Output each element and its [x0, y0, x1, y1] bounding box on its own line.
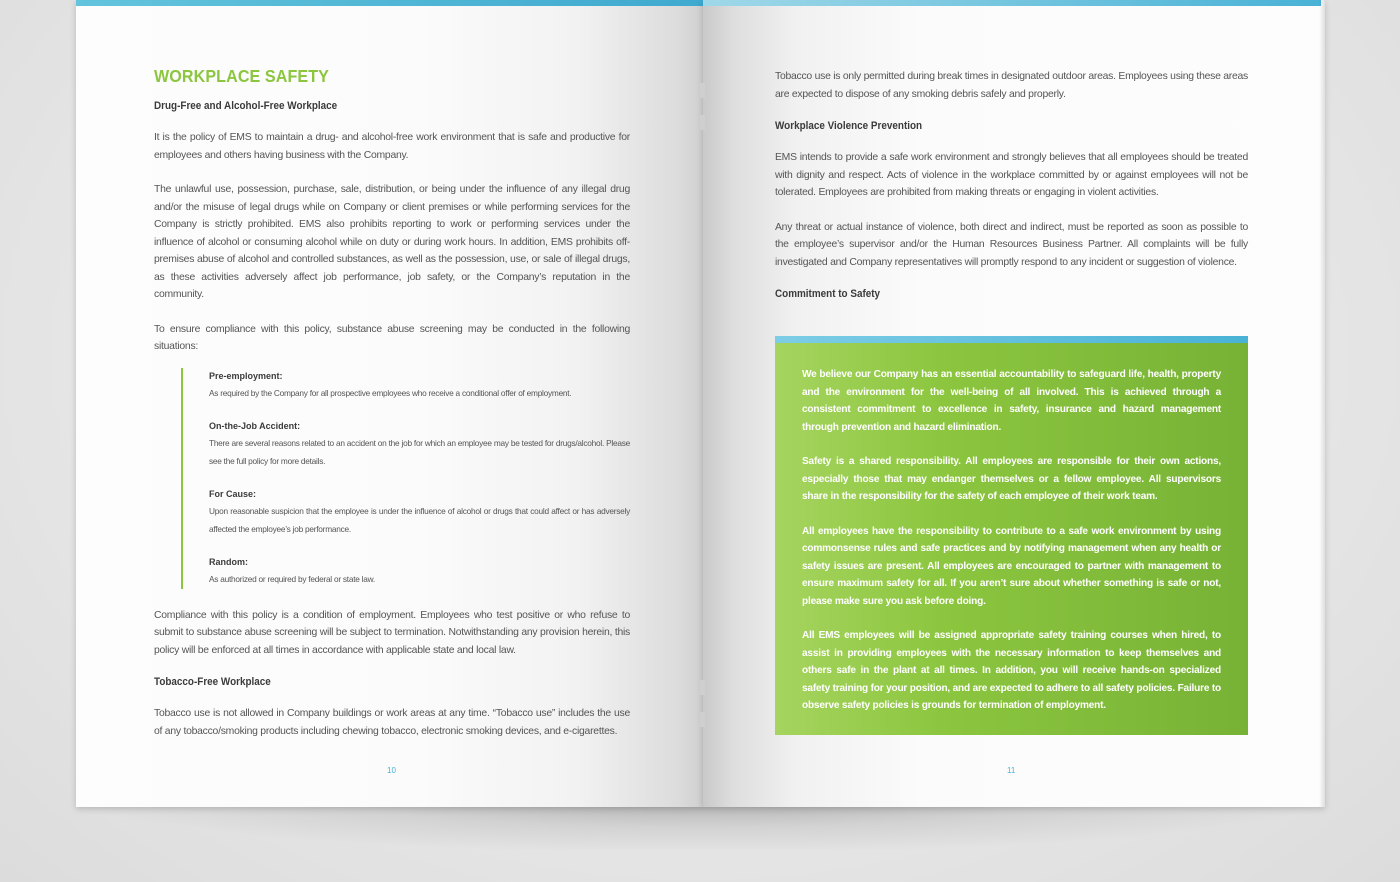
list-item	[209, 418, 630, 470]
screening-list	[181, 368, 630, 589]
paragraph-prohibitions: The unlawful use, possession, purchase, sale, distribution, or being under the influence of any illegal drug and/or the misuse of legal drugs while on Company or client premises or while performing services for the Company is strictly prohibited. EMS also prohibits reporting to work or performing services under the influence of alcohol or consuming alcohol while on duty or during work hours. In addition, EMS prohibits off-premises abuse of alcohol and controlled substances, as well as the possession, use, or sale of illegal drugs, as these activities adversely affect job performance, job safety, or the Company’s reputation in the community.	[154, 184, 630, 300]
page-number: 10	[387, 766, 396, 775]
binding-mark	[700, 712, 705, 727]
list-item-desc: Upon reasonable suspicion that the employee is under the influence of alcohol or drugs that could affect or has adversely affected the employee’s job performance.	[209, 506, 630, 534]
paragraph-screening-intro: To ensure compliance with this policy, substance abuse screening may be conducted in the following situations:	[154, 323, 630, 352]
commitment-paragraph: All employees have the responsibility to contribute to a safe work environment by using commonsense rules and safe practices and by notifying management when any health or safety issues are present. All employees are encouraged to partner with management to ensure maximum safety for all. If you aren’t sure about whether something is safe or not, please make sure you ask before doing.	[802, 525, 1221, 607]
paragraph-tobacco-permitted: Tobacco use is only permitted during break times in designated outdoor areas. Employees using these areas are expected to dispose of any smoking debris safely and properly.	[775, 71, 1248, 100]
list-item-desc: There are several reasons related to an accident on the job for which an employee may be tested for drugs/alcohol. Please see the full policy for more details.	[209, 438, 630, 466]
commitment-paragraph: Safety is a shared responsibility. All employees are responsible for their own actions, especially those that may endanger themselves or a fellow employee. All supervisors share in the responsibility for the safety of each employee of their work team.	[802, 456, 1221, 502]
paragraph-violence-reporting: Any threat or actual instance of violence, both direct and indirect, must be reported as soon as possible to the employee’s supervisor and/or the Human Resources Business Partner. All complaints will be fully investigated and Company representatives will promptly respond to any incident or suggestion of violence.	[775, 221, 1248, 268]
commitment-callout-box	[775, 336, 1248, 735]
paragraph-violence-policy: EMS intends to provide a safe work environment and strongly believes that all employees should be treated with dignity and respect. Acts of violence in the workplace committed by or against employees will not be tolerated. Employees are prohibited from making threats or engaging in violent activities.	[775, 152, 1248, 198]
commitment-paragraph: All EMS employees will be assigned appropriate safety training courses when hired, to assist in providing employees with the necessary information to keep themselves and others safe in the plant at all times. In addition, you will receive hands-on specialized safety training for your position, and are expected to adhere to all safety policies. Failure to observe safety policies is grounds for termination of employment.	[802, 630, 1221, 711]
list-item-desc: As authorized or required by federal or state law.	[209, 574, 375, 584]
list-item-title: On-the-Job Accident:	[209, 421, 301, 431]
paragraph-compliance: Compliance with this policy is a condition of employment. Employees who test positive or who refuse to submit to substance abuse screening will be subject to termination. Notwithstanding any provision herein, this policy will be enforced at all times in accordance with applicable state and local law.	[154, 609, 630, 656]
section-heading-violence: Workplace Violence Prevention	[775, 120, 923, 132]
binding-mark	[700, 680, 705, 695]
binding-mark	[700, 83, 705, 98]
left-page-content	[154, 66, 630, 740]
page-title: WORKPLACE SAFETY	[154, 66, 330, 86]
commitment-paragraph: We believe our Company has an essential accountability to safeguard life, health, property and the environment for the well-being of all involved. This is achieved through a consistent commitment to excellence in safety, insurance and hazard management through prevention and hazard elimination.	[802, 369, 1221, 433]
section-heading-commitment: Commitment to Safety	[775, 288, 881, 300]
top-accent-bar	[76, 0, 703, 6]
paragraph-tobacco: Tobacco use is not allowed in Company buildings or work areas at any time. “Tobacco use” includes the use of any tobacco/smoking products including chewing tobacco, electronic smoking devices, and e-cigarettes.	[154, 708, 630, 737]
top-accent-bar	[703, 0, 1321, 6]
callout-text	[802, 366, 1221, 715]
list-item-title: Random:	[209, 557, 248, 567]
list-item-desc: As required by the Company for all prospective employees who receive a conditional offer of employment.	[209, 387, 572, 398]
left-page	[76, 0, 703, 807]
binding-mark	[700, 115, 705, 130]
list-item	[209, 368, 630, 403]
right-page-content	[775, 68, 1248, 300]
page-number: 11	[1007, 766, 1016, 775]
list-item-title: For Cause:	[209, 489, 257, 499]
list-item	[209, 554, 630, 589]
callout-accent-bar	[775, 336, 1248, 343]
section-heading-tobacco: Tobacco-Free Workplace	[154, 676, 271, 688]
list-item-title: Pre-employment:	[209, 370, 283, 381]
paragraph-policy: It is the policy of EMS to maintain a drug- and alcohol-free work environment that is safe and productive for employees and others having business with the Company.	[154, 132, 630, 161]
section-heading-drug-free: Drug-Free and Alcohol-Free Workplace	[154, 100, 338, 112]
right-page	[703, 0, 1325, 807]
list-item	[209, 486, 630, 538]
